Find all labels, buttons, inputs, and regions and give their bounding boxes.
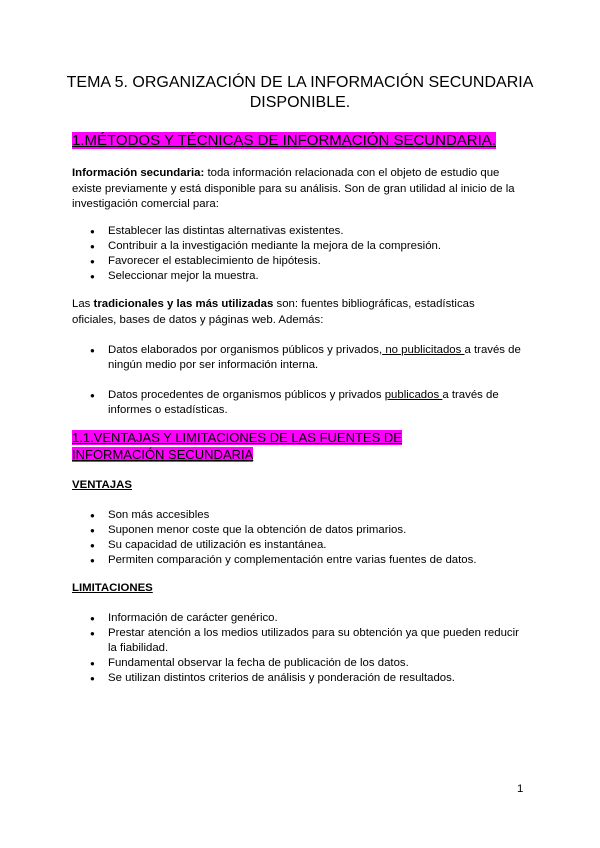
list-item [90,343,528,373]
list-item: ● Seleccionar mejor la muestra. [90,269,441,284]
sources-pre: Las [72,298,94,310]
uses-list [90,224,441,284]
sources-bold: tradicionales y las más utilizadas [93,298,274,310]
list-item-underlined: publicados [384,389,443,401]
section-heading-1 [72,131,496,150]
section-heading-1-1-text: 1.1.VENTAJAS Y LIMITACIONES DE LAS FUENTES DE INFORMACIÓN SECUNDARIA [72,430,402,462]
definition-paragraph [72,166,522,213]
sources-paragraph [72,297,522,328]
list-item-pre: Datos procedentes de organismos públicos y privados [108,389,385,401]
list-item: ● Favorecer el establecimiento de hipótesis. [90,254,441,269]
list-item: ● Prestar atención a los medios utilizados para su obtención ya que pueden reducir la fiabilidad. [90,626,530,656]
list-item: ● Información de carácter genérico. [90,611,530,626]
definition-term: Información secundaria: [72,167,205,179]
page-number: 1 [517,783,524,795]
limitaciones-heading: LIMITACIONES [72,582,153,594]
list-item: ● Son más accesibles [90,508,477,523]
list-item: ● Suponen menor coste que la obtención de datos primarios. [90,523,477,538]
limitaciones-list [90,611,530,686]
list-item-post: a través de ningún medio por ser información interna. [108,344,521,371]
extra-sources-list [90,343,528,433]
section-heading-1-1 [72,429,492,463]
list-item: ● Contribuir a la investigación mediante la mejora de la compresión. [90,239,441,254]
ventajas-list [90,508,477,568]
list-item-post: a través de informes o estadísticas. [108,389,499,416]
ventajas-heading: VENTAJAS [72,479,132,491]
list-item: ● Establecer las distintas alternativas existentes. [90,224,441,239]
list-item [90,388,528,418]
definition-text: toda información relacionada con el objeto de estudio que existe previamente y está disponible para su análisis. Son de gran utilidad al inicio de la investigación comercial para: [72,167,515,210]
list-item-pre: Datos elaborados por organismos públicos y privados, [108,344,383,356]
list-item: ● Su capacidad de utilización es instantánea. [90,538,477,553]
sources-post: son: fuentes bibliográficas, estadísticas oficiales, bases de datos y páginas web. Además: [72,298,475,326]
list-item: ● Fundamental observar la fecha de publicación de los datos. [90,656,530,671]
list-item: ● Se utilizan distintos criterios de análisis y ponderación de resultados. [90,671,530,686]
page-title: TEMA 5. ORGANIZACIÓN DE LA INFORMACIÓN SECUNDARIA DISPONIBLE. [66,74,534,111]
section-heading-1-text: 1.MÉTODOS Y TÉCNICAS DE INFORMACIÓN SECUNDARIA. [72,132,496,149]
list-item-underlined: no publicitados [382,344,465,356]
list-item: ● Permiten comparación y complementación entre varias fuentes de datos. [90,553,477,568]
